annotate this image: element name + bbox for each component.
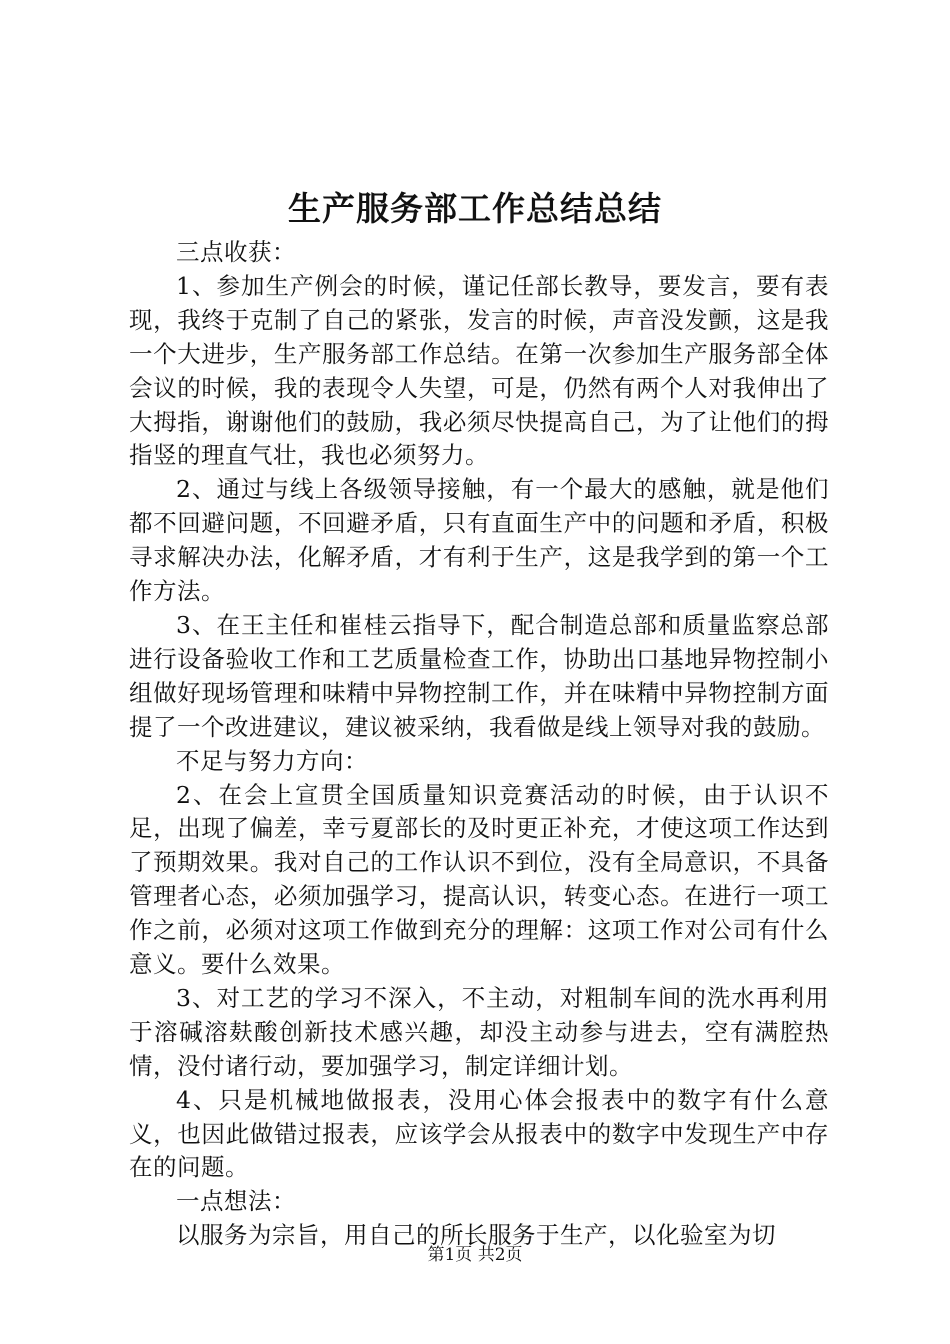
- paragraph-idea: 以服务为宗旨，用自己的所长服务于生产，以化验室为切: [176, 1221, 776, 1250]
- page-footer: 第1页 共2页: [427, 1245, 523, 1265]
- document-body: [129, 236, 829, 1253]
- paragraph-gain-1: 1、参加生产例会的时候，谨记任部长教导，要发言，要有表现，我终于克制了自己的紧张，发言的时候，声音没发颤，这是我一个大进步，生产服务部工作总结。在第一次参加生产服务部全体会议的时候，我的表现令人失望，可是，仍然有两个人对我伸出了大拇指，谢谢他们的鼓励，我必须尽快提高自己，为了让他们的拇指竖的理直气壮，我也必须努力。: [129, 271, 829, 470]
- page-title: 生产服务部工作总结总结: [288, 189, 662, 228]
- section-heading-shortcomings: 不足与努力方向：: [176, 746, 368, 775]
- paragraph-gain-2: 2、通过与线上各级领导接触，有一个最大的感触，就是他们都不回避问题，不回避矛盾，只有直面生产中的问题和矛盾，积极寻求解决办法，化解矛盾，才有利于生产，这是我学到的第一个工作方法。: [129, 475, 829, 606]
- paragraph-shortcoming-2: 2、在会上宣贯全国质量知识竞赛活动的时候，由于认识不足，出现了偏差，幸亏夏部长的及时更正补充，才使这项工作达到了预期效果。我对自己的工作认识不到位，没有全局意识，不具备管理者心态，必须加强学习，提高认识，转变心态。在进行一项工作之前，必须对这项工作做到充分的理解：这项工作对公司有什么意义。要什么效果。: [129, 780, 829, 979]
- paragraph-gain-3: 3、在王主任和崔桂云指导下，配合制造总部和质量监察总部进行设备验收工作和工艺质量检查工作，协助出口基地异物控制小组做好现场管理和味精中异物控制工作，并在味精中异物控制方面提了一个改进建议，建议被采纳，我看做是线上领导对我的鼓励。: [129, 610, 829, 741]
- paragraph-shortcoming-4: 4、只是机械地做报表，没用心体会报表中的数字有什么意义，也因此做错过报表，应该学会从报表中的数字中发现生产中存在的问题。: [129, 1085, 829, 1182]
- paragraph-shortcoming-3: 3、对工艺的学习不深入，不主动，对粗制车间的洗水再利用于溶碱溶麸酸创新技术感兴趣，却没主动参与进去，空有满腔热情，没付诸行动，要加强学习，制定详细计划。: [129, 983, 829, 1080]
- section-heading-idea: 一点想法：: [176, 1187, 296, 1216]
- section-heading-gains: 三点收获：: [176, 238, 296, 266]
